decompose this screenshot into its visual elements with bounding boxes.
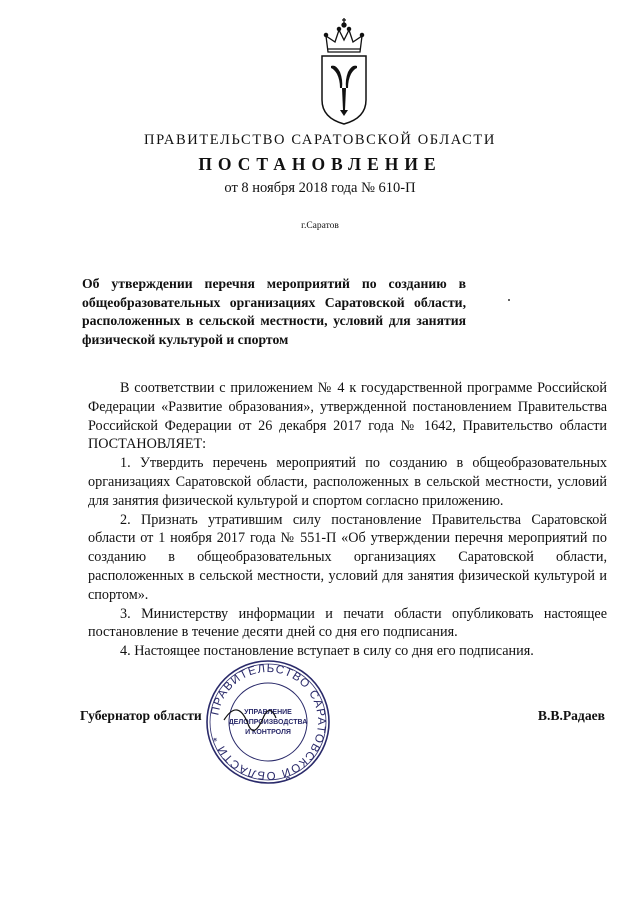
stamp-center-line-1: УПРАВЛЕНИЕ: [244, 709, 292, 716]
stamp-center-line-3: И КОНТРОЛЯ: [245, 729, 291, 736]
clause-2: 2. Признать утратившим силу постановление Правительства Саратовской области от 1 ноября 2017 года № 551-П «Об утверждении перечня мероприятий по созданию в общеобразовательных организациях Саратовской области, расположенных в сельской местности, условий для занятия физической культурой и спортом».: [88, 511, 607, 603]
clause-1: 1. Утвердить перечень мероприятий по созданию в общеобразовательных организациях Саратовской области, расположенных в сельской местности, условий для занятия физической культурой и спортом согласно приложению.: [88, 455, 607, 509]
document-date-number: от 8 ноября 2018 года № 610-П: [224, 180, 416, 196]
document-city: г.Саратов: [301, 221, 339, 231]
clause-3: 3. Министерству информации и печати области опубликовать настоящее постановление в течение десяти дней со дня его подписания.: [88, 605, 607, 641]
official-stamp: [204, 658, 332, 786]
coat-of-arms-icon: [316, 14, 372, 126]
government-name: ПРАВИТЕЛЬСТВО САРАТОВСКОЙ ОБЛАСТИ: [144, 132, 496, 148]
preamble-paragraph: В соответствии с приложением № 4 к государственной программе Российской Федерации «Развитие образования», утвержденной постановлением Правительства Российской Федерации от 26 декабря 2017 года № 1642, Правительство области ПОСТАНОВЛЯЕТ:: [88, 380, 607, 453]
stamp-ring-text: ПРАВИТЕЛЬСТВО САРАТОВСКОЙ ОБЛАСТИ *: [209, 662, 328, 782]
document-title: Об утверждении перечня мероприятий по созданию в общеобразовательных организациях Саратовской области, расположенных в сельской местности, условий для занятия физической культурой и спортом: [82, 276, 466, 347]
document-body: [88, 379, 607, 661]
scan-speck: [508, 299, 510, 301]
document-type: ПОСТАНОВЛЕНИЕ: [198, 154, 442, 174]
clause-4: 4. Настоящее постановление вступает в силу со дня его подписания.: [120, 643, 534, 660]
signatory-name: В.В.Радаев: [537, 708, 605, 723]
stamp-center-line-2: ДЕЛОПРОИЗВОДСТВА: [228, 719, 308, 726]
signatory-position: Губернатор области: [80, 708, 202, 723]
